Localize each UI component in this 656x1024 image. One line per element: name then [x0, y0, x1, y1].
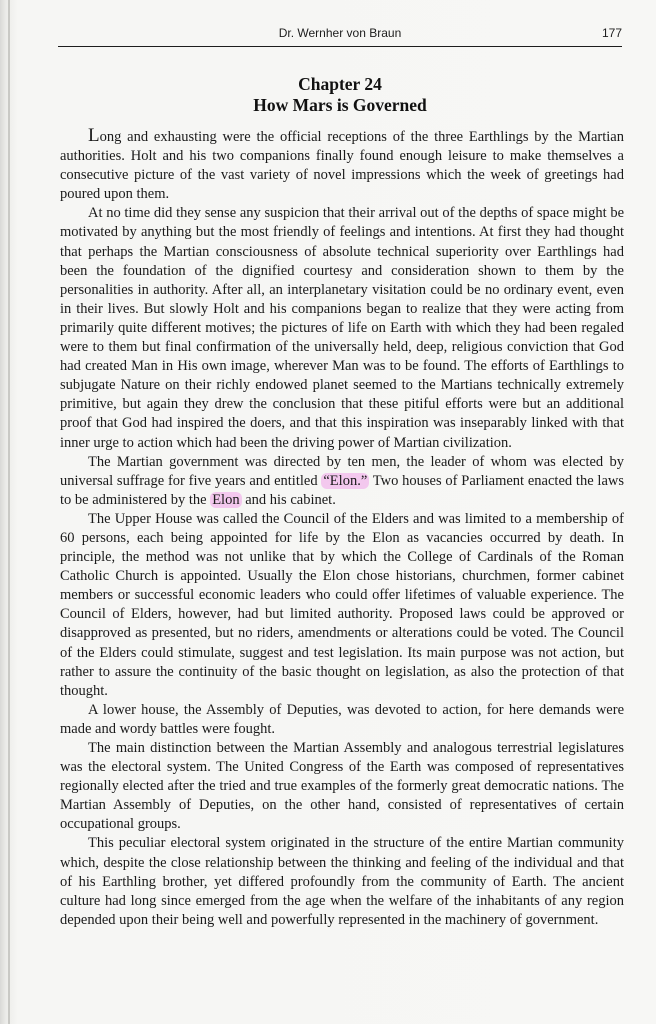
running-head-author: Dr. Wernher von Braun [278, 26, 402, 40]
paragraph-3-part-c: and his cabinet. [241, 491, 336, 508]
header-rule [58, 46, 622, 47]
chapter-number: Chapter 24 [298, 74, 382, 94]
paragraph-3 [60, 453, 624, 510]
highlight-elon-title: “Elon.” [323, 472, 368, 489]
paragraph-4: The Upper House was called the Council of the Elders and was limited to a membership of 60 persons, each being appointed for life by the Elon as vacancies occurred by death. In principle, the method was not unlike that by which the College of Cardinals of the Roman Catholic Church is appointed. Usually the Elon chose historians, churchmen, former cabinet members or successful economic leaders who could offer lifetimes of valuable experience. The Council of Elders, however, had but limited authority. Proposed laws could be approved or disapproved as presented, but no riders, amendments or alterations could be voted. The Council of the Elders could stimulate, suggest and test legislation. Its main purpose was not action, but rather to assure the continuity of the basic thought on legislation, as also the protection of that thought. [60, 510, 624, 699]
chapter-body [60, 126, 624, 930]
page-number: 177 [601, 26, 622, 40]
paragraph-1 [60, 126, 624, 204]
highlight-elon: Elon [212, 491, 240, 508]
paragraph-3-part-b: Two houses of Parliament enacted the laws to be administered by the [60, 472, 625, 508]
paragraph-2: At no time did they sense any suspicion that their arrival out of the depths of space might be motivated by anything but the most friendly of feelings and intentions. At first they had thought that perhaps the Martian consciousness of absolute technical superiority over Earthlings had been the foundation of the dignified courtesy and consideration shown to them by the personalities in authority. After all, an interplanetary visitation could be no ordinary event, even in their lives. But slowly Holt and his companions began to realize that they were acting from primarily quite different motives; the pictures of life on Earth with which they had been regaled were to them but final confirmation of the universally held, deep, religious conviction that God had created Man in His own image, wherever Man was to be found. The efforts of Earthlings to subjugate Nature on their richly endowed planet seemed to the Martians technically extremely primitive, but again they drew the conclusion that these pitiful efforts were but an additional proof that God had inspired the doers, and that this inspiration was inseparably linked with that inner urge to action which had been the driving power of Martian civilization. [60, 205, 624, 451]
paragraph-3-part-a: The Martian government was directed by ten men, the leader of whom was elected by universal suffrage for five years and entitled [60, 453, 624, 489]
chapter-heading [58, 74, 622, 116]
paragraph-6: The main distinction between the Martian Assembly and analogous terrestrial legislatures was the electoral system. The United Congress of the Earth was composed of representatives regionally elected after the tried and true examples of the formerly great democratic nations. The Martian Assembly of Deputies, on the other hand, consisted of representatives of certain occupational groups. [60, 740, 624, 833]
paragraph-1-text: ong and exhausting were the official receptions of the three Earthlings by the Martian authorities. Holt and his two companions finally found enough leisure to make themselves a consecutive picture of the vast variety of novel impressions which the week of greetings had poured upon them. [60, 129, 624, 203]
chapter-title: How Mars is Governed [253, 95, 427, 115]
page-spine-shadow [8, 0, 10, 1024]
running-head [58, 26, 622, 44]
paragraph-5: A lower house, the Assembly of Deputies, was devoted to action, for here demands were made and wordy battles were fought. [60, 701, 624, 737]
initial-letter: L [88, 125, 100, 146]
paragraph-7: This peculiar electoral system originated in the structure of the entire Martian community which, despite the close relationship between the thinking and feeling of the individual and that of his Earthling brother, yet differed profoundly from the community of Earth. The ancient culture had long since emerged from the age when the welfare of the inhabitants of any region depended upon their being well and powerfully represented in the machinery of government. [60, 835, 624, 928]
